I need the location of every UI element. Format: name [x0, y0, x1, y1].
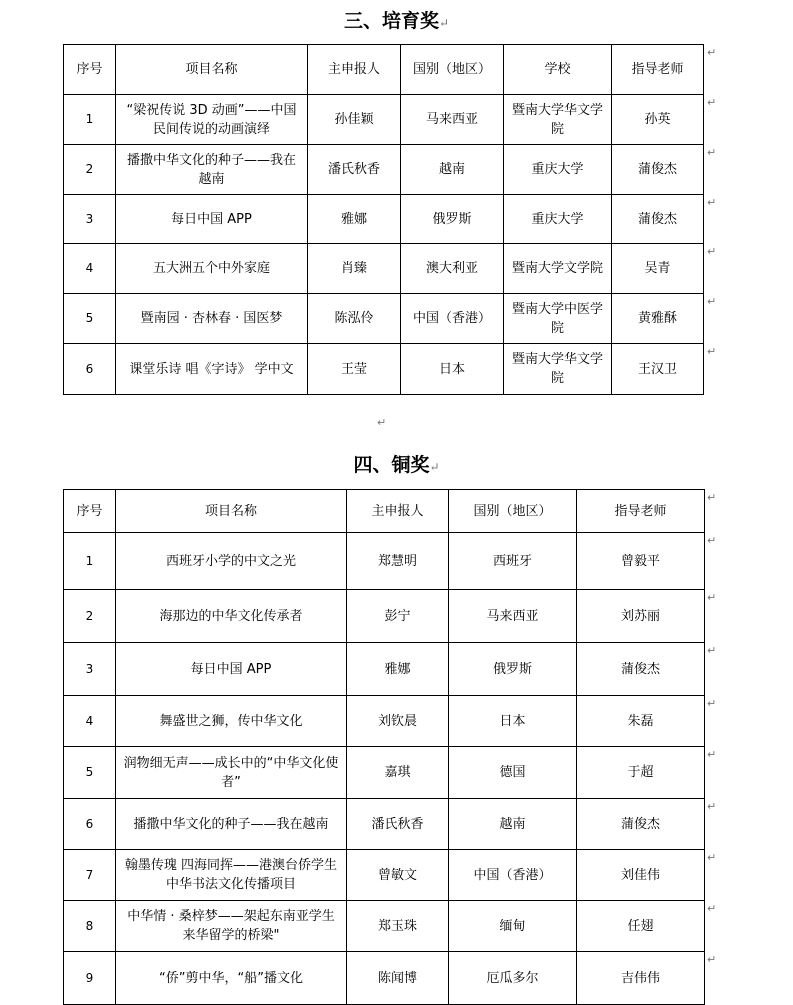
paragraph-mark: ↵ — [377, 416, 387, 429]
table-cell: 任翅 — [577, 901, 705, 952]
table-row — [64, 344, 704, 395]
row-end-mark: ↵ — [707, 953, 717, 966]
row-end-mark: ↵ — [707, 245, 717, 258]
table-cell: 德国 — [449, 747, 577, 799]
table-cell: 课堂乐诗 唱《字诗》 学中文 — [116, 344, 308, 395]
table-cell: 王汉卫 — [612, 344, 704, 395]
table-cell: 潘氏秋香 — [347, 799, 449, 850]
table-cell: 中国（香港） — [449, 850, 577, 901]
table-cell: 王莹 — [308, 344, 401, 395]
table-cell: 4 — [64, 244, 116, 294]
table-cell: 1 — [64, 533, 116, 590]
table-cell: 俄罗斯 — [401, 195, 504, 244]
table-cell: 肖臻 — [308, 244, 401, 294]
table-header-row — [64, 490, 705, 533]
table-cell: 吉伟伟 — [577, 952, 705, 1005]
table-row — [64, 747, 705, 799]
table-cell: 陈闻博 — [347, 952, 449, 1005]
table-cell: 曾敏文 — [347, 850, 449, 901]
table-row — [64, 901, 705, 952]
table-cell: 陈泓伶 — [308, 294, 401, 344]
table-cell: 曾毅平 — [577, 533, 705, 590]
table-cell: 6 — [64, 799, 116, 850]
section4-title-text: 四、铜奖 — [353, 454, 430, 476]
table-cell: 暨南园 · 杏林春 · 国医梦 — [116, 294, 308, 344]
table-cell: 日本 — [449, 696, 577, 747]
table-cell: 2 — [64, 145, 116, 195]
section3-title-text: 三、培育奖 — [343, 10, 439, 32]
table-cell: 中华情 · 桑梓梦——架起东南亚学生来华留学的桥梁" — [116, 901, 347, 952]
paragraph-mark: ↵ — [438, 16, 450, 30]
table-header-cell: 项目名称 — [116, 490, 347, 533]
table-header-cell: 项目名称 — [116, 45, 308, 95]
row-end-mark: ↵ — [707, 345, 717, 358]
table-header-cell: 学校 — [504, 45, 612, 95]
table-row — [64, 294, 704, 344]
table-cell: 1 — [64, 95, 116, 145]
row-end-mark: ↵ — [707, 146, 717, 159]
row-end-mark: ↵ — [707, 534, 717, 547]
table-row — [64, 850, 705, 901]
table-cell: 暨南大学华文学院 — [504, 344, 612, 395]
section3-table — [63, 44, 704, 395]
row-end-mark: ↵ — [707, 902, 717, 915]
row-end-mark: ↵ — [707, 46, 717, 59]
row-end-mark: ↵ — [707, 295, 717, 308]
table-header-row — [64, 45, 704, 95]
table-cell: 澳大利亚 — [401, 244, 504, 294]
table-cell: 郑玉珠 — [347, 901, 449, 952]
table-cell: 暨南大学中医学院 — [504, 294, 612, 344]
table-cell: 每日中国 APP — [116, 643, 347, 696]
table-cell: 中国（香港） — [401, 294, 504, 344]
table-cell: 俄罗斯 — [449, 643, 577, 696]
table-cell: 蒲俊杰 — [577, 643, 705, 696]
table-cell: 吴青 — [612, 244, 704, 294]
table-row — [64, 244, 704, 294]
table-header-cell: 国别（地区） — [449, 490, 577, 533]
table-cell: 3 — [64, 195, 116, 244]
table-cell: 孙英 — [612, 95, 704, 145]
table-row — [64, 533, 705, 590]
table-cell: 嘉琪 — [347, 747, 449, 799]
table-cell: 彭宁 — [347, 590, 449, 643]
table-cell: 5 — [64, 747, 116, 799]
table-cell: 潘氏秋香 — [308, 145, 401, 195]
table-cell: 越南 — [401, 145, 504, 195]
table-cell: 舞盛世之狮，传中华文化 — [116, 696, 347, 747]
row-end-mark: ↵ — [707, 196, 717, 209]
table-cell: 5 — [64, 294, 116, 344]
table-row — [64, 195, 704, 244]
table-row — [64, 590, 705, 643]
table-cell: 2 — [64, 590, 116, 643]
row-end-mark: ↵ — [707, 697, 717, 710]
table-header-cell: 主申报人 — [308, 45, 401, 95]
table-cell: 海那边的中华文化传承者 — [116, 590, 347, 643]
table-header-cell: 序号 — [64, 45, 116, 95]
table-row — [64, 643, 705, 696]
row-end-mark: ↵ — [707, 96, 717, 109]
table-cell: 重庆大学 — [504, 195, 612, 244]
table-cell: 缅甸 — [449, 901, 577, 952]
table-header-cell: 指导老师 — [577, 490, 705, 533]
row-end-mark: ↵ — [707, 491, 717, 504]
section4-table — [63, 489, 705, 1005]
section4-title — [0, 453, 793, 479]
table-cell: 日本 — [401, 344, 504, 395]
table-cell: 9 — [64, 952, 116, 1005]
table-cell: 郑慧明 — [347, 533, 449, 590]
table-cell: 孙佳颖 — [308, 95, 401, 145]
table-cell: 朱磊 — [577, 696, 705, 747]
table-cell: 越南 — [449, 799, 577, 850]
table-cell: 播撒中华文化的种子——我在越南 — [116, 145, 308, 195]
table-cell: 暨南大学华文学院 — [504, 95, 612, 145]
table-row — [64, 799, 705, 850]
table-header-cell: 序号 — [64, 490, 116, 533]
table-row — [64, 696, 705, 747]
table-cell: 暨南大学文学院 — [504, 244, 612, 294]
table-cell: “梁祝传说 3D 动画”——中国民间传说的动画演绎 — [116, 95, 308, 145]
table-cell: 西班牙小学的中文之光 — [116, 533, 347, 590]
table-cell: 马来西亚 — [401, 95, 504, 145]
table-cell: 西班牙 — [449, 533, 577, 590]
table-cell: 五大洲五个中外家庭 — [116, 244, 308, 294]
section3-title — [0, 9, 793, 35]
table-row — [64, 95, 704, 145]
table-cell: 播撒中华文化的种子——我在越南 — [116, 799, 347, 850]
table-row — [64, 145, 704, 195]
table-header-cell: 指导老师 — [612, 45, 704, 95]
table-cell: 马来西亚 — [449, 590, 577, 643]
table-cell: 6 — [64, 344, 116, 395]
row-end-mark: ↵ — [707, 800, 717, 813]
table-cell: 每日中国 APP — [116, 195, 308, 244]
table-cell: 雅娜 — [308, 195, 401, 244]
table-cell: 7 — [64, 850, 116, 901]
table-header-cell: 主申报人 — [347, 490, 449, 533]
table-cell: 重庆大学 — [504, 145, 612, 195]
table-cell: 蒲俊杰 — [612, 195, 704, 244]
table-cell: 于超 — [577, 747, 705, 799]
table-cell: 厄瓜多尔 — [449, 952, 577, 1005]
table-cell: 黄雅酥 — [612, 294, 704, 344]
row-end-mark: ↵ — [707, 644, 717, 657]
row-end-mark: ↵ — [707, 591, 717, 604]
table-cell: 雅娜 — [347, 643, 449, 696]
table-cell: 8 — [64, 901, 116, 952]
table-cell: 刘钦晨 — [347, 696, 449, 747]
table-row — [64, 952, 705, 1005]
paragraph-mark: ↵ — [429, 460, 440, 474]
table-cell: 蒲俊杰 — [577, 799, 705, 850]
table-cell: 润物细无声——成长中的“中华文化使者” — [116, 747, 347, 799]
table-cell: 3 — [64, 643, 116, 696]
table-cell: 刘苏丽 — [577, 590, 705, 643]
table-cell: “侨”剪中华，“船”播文化 — [116, 952, 347, 1005]
table-cell: 蒲俊杰 — [612, 145, 704, 195]
table-header-cell: 国别（地区） — [401, 45, 504, 95]
row-end-mark: ↵ — [707, 748, 717, 761]
table-cell: 刘佳伟 — [577, 850, 705, 901]
table-cell: 4 — [64, 696, 116, 747]
row-end-mark: ↵ — [707, 851, 717, 864]
table-cell: 翰墨传瑰 四海同挥——港澳台侨学生中华书法文化传播项目 — [116, 850, 347, 901]
